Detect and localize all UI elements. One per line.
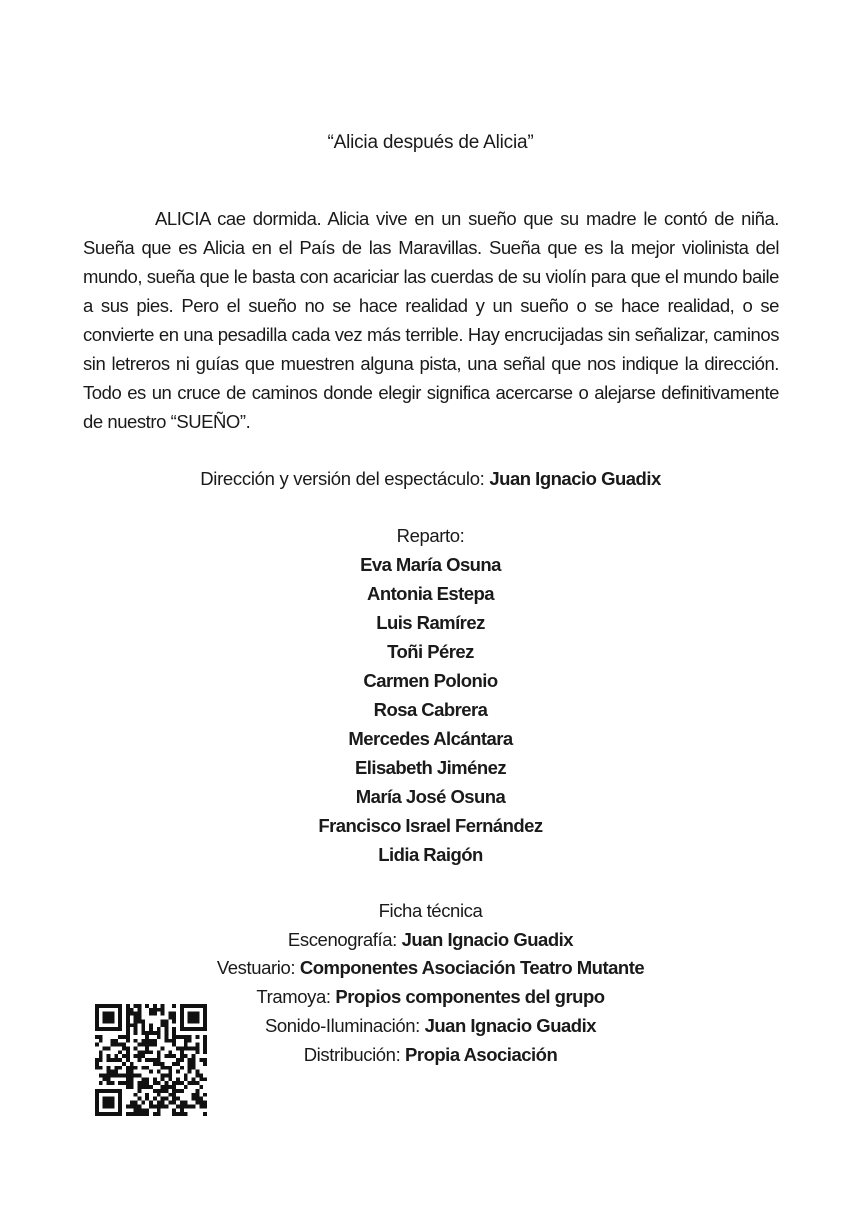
cast-heading: Reparto: bbox=[396, 525, 465, 546]
cast-list bbox=[0, 521, 861, 869]
cast-member: Rosa Cabrera bbox=[373, 699, 488, 720]
direction-label: Dirección y versión del espectáculo: bbox=[200, 468, 490, 489]
cast-member: Eva María Osuna bbox=[360, 554, 501, 575]
technical-value: Propios componentes del grupo bbox=[335, 986, 605, 1008]
technical-value: Juan Ignacio Guadix bbox=[401, 928, 574, 950]
play-title: “Alicia después de Alicia” bbox=[327, 132, 534, 153]
cast-member: Elisabeth Jiménez bbox=[354, 757, 507, 778]
qr-code-icon[interactable] bbox=[95, 1004, 207, 1116]
cast-member: Carmen Polonio bbox=[363, 670, 498, 691]
cast-member: Luis Ramírez bbox=[376, 612, 485, 633]
cast-member: Toñi Pérez bbox=[387, 641, 474, 662]
cast-member: Antonia Estepa bbox=[367, 583, 494, 604]
synopsis-paragraph: ALICIA cae dormida. Alicia vive en un sueño que su madre le contó de niña. Sueña que es Alicia en el País de las Maravillas. Sueña que es la mejor violinista del mundo, sueña que le basta con acariciar las cuerdas de su violín para que el mundo baile a sus pies. Pero el sueño no se hace realidad y un sueño o se hace realidad, o se convierte en una pesadilla cada vez más terrible. Hay encrucijadas sin señalizar, caminos sin letreros ni guías que muestren alguna pista, una señal que nos indique la dirección. Todo es un cruce de caminos donde elegir significa acercarse o alejarse definitivamente de nuestro “SUEÑO”. bbox=[83, 208, 779, 432]
technical-value: Juan Ignacio Guadix bbox=[424, 1014, 597, 1036]
direction-name: Juan Ignacio Guadix bbox=[489, 468, 661, 489]
technical-label: Escenografía: bbox=[287, 928, 402, 950]
technical-label: Distribución: bbox=[303, 1043, 406, 1065]
technical-label: Tramoya: bbox=[256, 986, 336, 1008]
cast-member: Francisco Israel Fernández bbox=[318, 815, 543, 836]
technical-label: Vestuario: bbox=[216, 957, 300, 979]
technical-heading: Ficha técnica bbox=[378, 900, 483, 921]
cast-member: Lidia Raigón bbox=[378, 844, 483, 865]
cast-member: María José Osuna bbox=[355, 786, 506, 807]
technical-item bbox=[0, 954, 861, 983]
direction-credit bbox=[0, 465, 861, 493]
technical-item bbox=[0, 926, 861, 955]
technical-value: Componentes Asociación Teatro Mutante bbox=[299, 957, 645, 979]
technical-label: Sonido-Iluminación: bbox=[264, 1014, 425, 1036]
technical-value: Propia Asociación bbox=[405, 1043, 558, 1065]
cast-member: Mercedes Alcántara bbox=[348, 728, 513, 749]
